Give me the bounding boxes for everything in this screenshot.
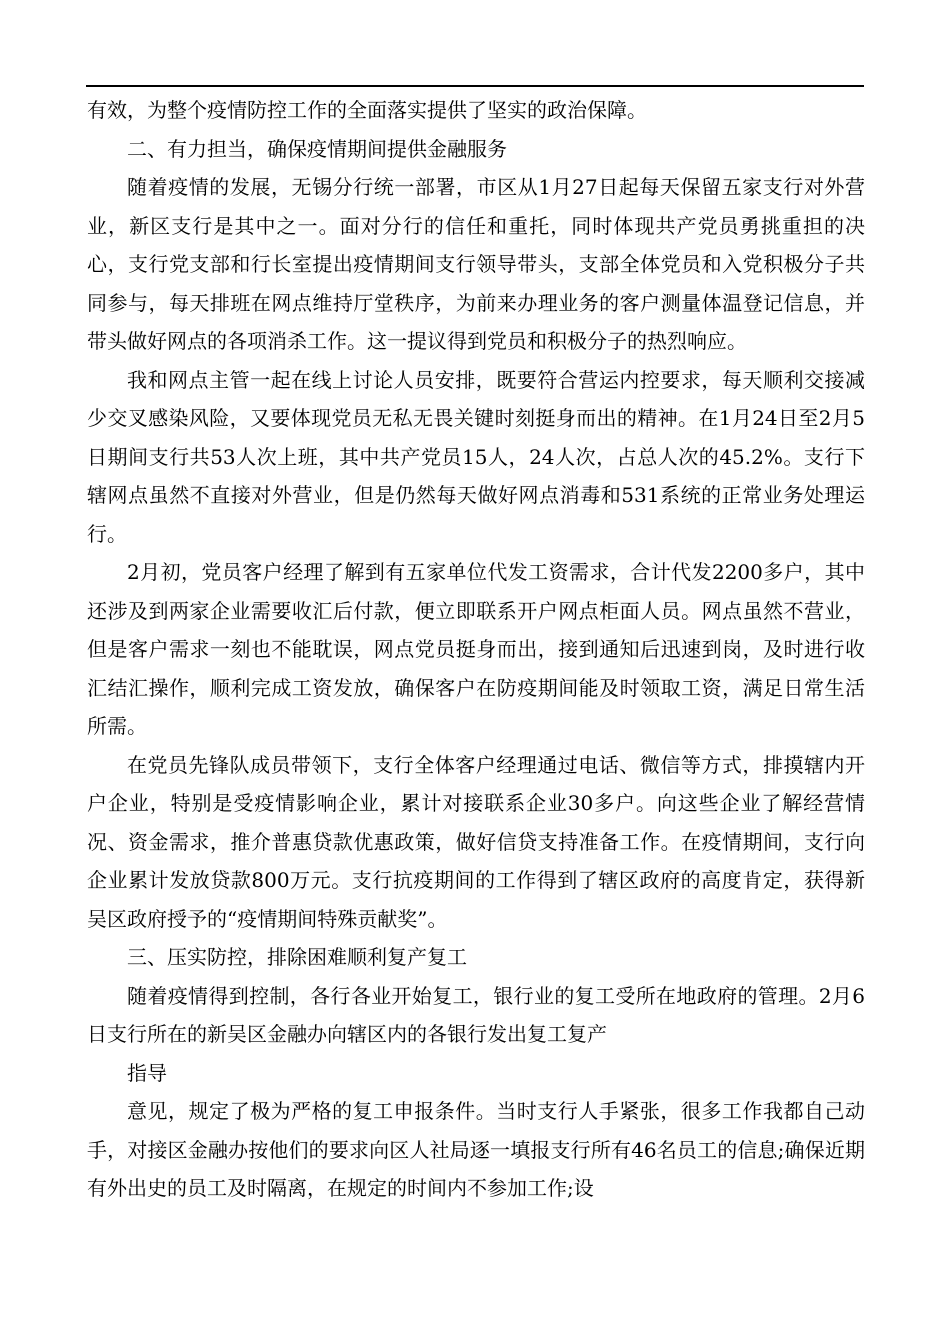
paragraph-8: 随着疫情得到控制，各行各业开始复工，银行业的复工受所在地政府的管理。2月6日支行所在的新吴区金融办向辖区内的各银行发出复工复产 xyxy=(87,983,865,1046)
paragraph-6: 在党员先锋队成员带领下，支行全体客户经理通过电话、微信等方式，排摸辖内开户企业，特别是受疫情影响企业，累计对接联系企业30多户。向这些企业了解经营情况、资金需求，推介普惠贷款优惠政策，做好信贷支持准备工作。在疫情期间，支行向企业累计发放贷款800万元。支行抗疫期间的工作得到了辖区政府的高度肯定，获得新吴区政府授予的“疫情期间特殊贡献奖”。 xyxy=(87,752,865,931)
paragraph-3: 随着疫情的发展，无锡分行统一部署，市区从1月27日起每天保留五家支行对外营业，新区支行是其中之一。面对分行的信任和重托，同时体现共产党员勇挑重担的决心，支行党支部和行长室提出疫情期间支行领导带头，支部全体党员和入党积极分子共同参与，每天排班在网点维持厅堂秩序，为前来办理业务的客户测量体温登记信息，并带头做好网点的各项消杀工作。这一提议得到党员和积极分子的热烈响应。 xyxy=(87,175,865,353)
header-rule xyxy=(86,85,864,87)
paragraph-9: 指导 xyxy=(127,1060,167,1085)
section-heading-3: 三、压实防控，排除困难顺利复产复工 xyxy=(127,945,467,969)
paragraph-10: 意见，规定了极为严格的复工申报条件。当时支行人手紧张，很多工作我都自己动手，对接区金融办按他们的要求向区人社局逐一填报支行所有46名员工的信息;确保近期有外出史的员工及时隔离，在规定的时间内不参加工作;设 xyxy=(87,1099,865,1200)
document-body xyxy=(87,91,865,1208)
section-heading-2: 二、有力担当，确保疫情期间提供金融服务 xyxy=(127,136,507,161)
paragraph-1: 有效，为整个疫情防控工作的全面落实提供了坚实的政治保障。 xyxy=(87,98,647,122)
paragraph-4: 我和网点主管一起在线上讨论人员安排，既要符合营运内控要求，每天顺利交接减少交叉感染风险，又要体现党员无私无畏关键时刻挺身而出的精神。在1月24日至2月5日期间支行共53人次上班，其中共产党员15人，24人次，占总人次的45.2%。支行下辖网点虽然不直接对外营业，但是仍然每天做好网点消毒和531系统的正常业务处理运行。 xyxy=(87,367,865,546)
paragraph-5: 2月初，党员客户经理了解到有五家单位代发工资需求，合计代发2200多户，其中还涉及到两家企业需要收汇后付款，便立即联系开户网点柜面人员。网点虽然不营业，但是客户需求一刻也不能耽误，网点党员挺身而出，接到通知后迅速到岗，及时进行收汇结汇操作，顺利完成工资发放，确保客户在防疫期间能及时领取工资，满足日常生活所需。 xyxy=(87,560,865,738)
